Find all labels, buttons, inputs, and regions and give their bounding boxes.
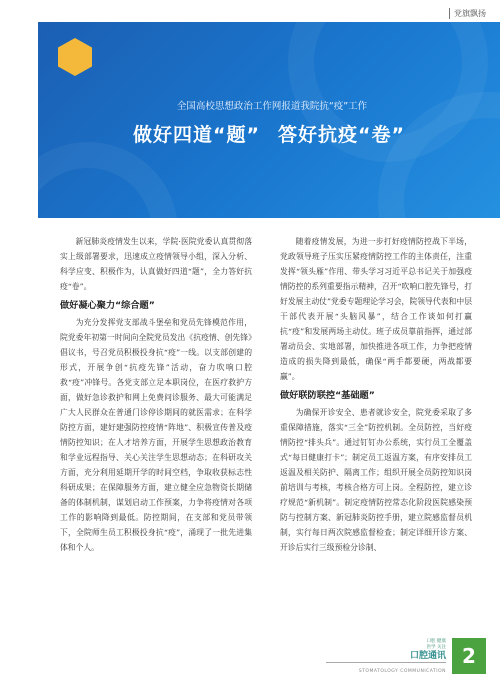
article-kicker: 全国高校思想政治工作网报道我院抗“疫”工作	[176, 101, 368, 112]
brand-tagline-1: 口腔 健康	[426, 639, 446, 644]
article-headline	[38, 120, 500, 147]
magazine-name: 口腔通讯	[409, 651, 446, 661]
section-heading-1: 做好凝心聚力“综合题”	[60, 300, 155, 311]
left-column	[60, 234, 252, 620]
page-footer	[326, 634, 486, 674]
article-body	[60, 234, 472, 620]
headline-part-1: 做好四道“题”	[133, 124, 260, 146]
leadership-paragraph: 随着疫情发展，为进一步打好疫情防控战下半场，党政领导班子压实压紧疫情防控工作的主体责任，注重发挥“领头雁”作用、带头学习习近平总书记关于加强疫情防控的系列重要指示精神，召开“吹响口腔先锋号，打好发展主动仗”党委专题理论学习会，院领导代表和中层干部代表开展“头脑风暴”，结合工作谈如何打赢抗“疫”和发展两场主动仗。班子成员靠前指挥，通过部署动员会、实地部署，加快推进各项工作，力争把疫情造成的损失降到最低，确保“两手都要硬，两战都要赢”。	[280, 237, 472, 381]
headline-part-2: 答好抗疫“卷”	[278, 124, 405, 146]
right-column	[280, 234, 472, 620]
section-heading-2: 做好联防联控“基础题”	[280, 390, 375, 401]
banner-decoration-ring	[38, 142, 178, 218]
article-banner	[38, 22, 500, 218]
hexagon-icon	[58, 38, 92, 76]
footer-rule	[326, 662, 446, 663]
page-number: 2	[452, 638, 486, 674]
magazine-brand	[326, 639, 446, 674]
brand-tagline-2: 医学 关注	[426, 645, 446, 650]
magazine-english-name: STOMATOLOGY COMMUNICATION	[358, 669, 446, 674]
intro-paragraph: 新冠肺炎疫情发生以来，学院·医院党委认真贯彻落实上级部署要求，迅速成立疫情领导小组，深入分析、科学应变、积极作为，认真做好四道“题”，全力答好抗疫“卷”。	[60, 237, 252, 291]
column-tag	[449, 8, 486, 19]
section-2-paragraph: 为确保开诊安全、患者就诊安全，院党委采取了多重保障措施，落实“三全”防控机制。全员防控，当好疫情防控“排头兵”。通过钉钉办公系统，实行员工全覆盖式“每日健康打卡”；制定员工返温方案，有序安排员工返温及相关防护、隔离工作；组织开展全员防控知识岗前培训与考核，考核合格方可上岗。全程防控，建立诊疗规范“新机制”。制定疫情防控常态化阶段医院感染预防与控制方案、新冠肺炎防控手册，建立院感监督员机制，实行每日两次院感监督检查；制定详细开诊方案、开诊后实行三级预检分诊制、	[280, 408, 472, 552]
column-tag-divider	[449, 8, 450, 19]
section-1-paragraph: 为充分发挥党支部战斗堡垒和党员先锋模范作用，院党委年初第一时间向全院党员发出《抗疫情、创先锋》倡议书，号召党员积极投身抗“疫”一线。以支部创建的形式，开展争创“抗疫先锋”活动，奋力吹响口腔救“疫”冲锋号。各党支部立足本职岗位，在医疗救护方面，做好急诊救护和网上免费问诊服务、最大可能满足广大人民群众在普通门诊停诊期间的就医需求；在科学防控方面，建好建强防控疫情“阵地”、积极宣传普及疫情防控知识；在人才培养方面，开展学生思想政治教育和学业远程指导、关心关注学生思想动态；在科研攻关方面，充分利用延期开学的时间空档，争取收获标志性科研成果；在保障服务方面，建立健全应急物资长期储备的体制机制，谋划启动工作预案，力争将疫情对各项工作的影响降到最低。防控期间，在支部和党员带领下，全院师生员工积极投身抗“疫”，涌现了一批先进集体和个人。	[60, 318, 252, 552]
column-tag-label: 党旗飘扬	[454, 9, 486, 18]
